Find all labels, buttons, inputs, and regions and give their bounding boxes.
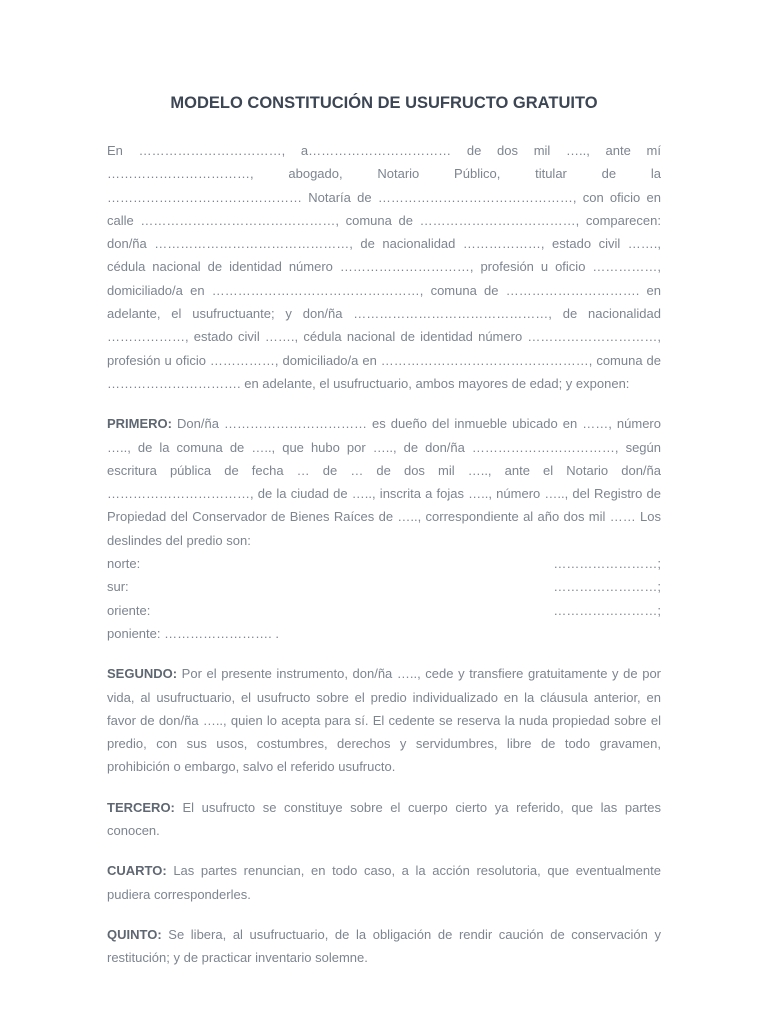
clause-primero <box>107 412 661 552</box>
document-title: MODELO CONSTITUCIÓN DE USUFRUCTO GRATUITO <box>170 94 598 112</box>
clause-quinto-text: Se libera, al usufructuario, de la obligación de rendir caución de conservación y restitución; y de practicar inventario solemne. <box>107 926 661 966</box>
boundary-label: sur: <box>107 579 129 595</box>
clause-cuarto-label: CUARTO: <box>107 863 167 879</box>
boundary-line-poniente: poniente: ……………………. . <box>107 625 279 641</box>
boundary-value: ……………………; <box>553 556 661 572</box>
boundary-label: norte: <box>107 556 141 572</box>
boundary-value: ……………………; <box>553 602 661 618</box>
document-page <box>107 90 661 987</box>
clause-cuarto-text: Las partes renuncian, en todo caso, a la acción resolutoria, que eventualmente pudiera corresponderles. <box>107 863 661 902</box>
clause-cuarto <box>107 859 661 906</box>
clause-primero-label: PRIMERO: <box>107 416 172 432</box>
clause-primero-text: Don/ña …………………………… es dueño del inmueble ubicado en ……, número ….., de la comuna de ….., que hubo por ….., de don/ña ……………………………, según escritura pública de fecha … de … de dos mil ….., ante el Notario don/ña ……………………………, de la ciudad de ….., inscrita a fojas ….., número ….., del Registro de Propiedad del Conservador de Bienes Raíces de ….., correspondiente al año dos mil …… Los deslindes del predio son: <box>107 416 661 548</box>
clause-segundo <box>107 662 661 778</box>
clause-tercero-text: El usufructo se constituye sobre el cuerpo cierto ya referido, que las partes conocen. <box>107 799 661 839</box>
boundary-value: ……………………; <box>553 579 661 595</box>
clause-quinto <box>107 923 661 970</box>
boundary-label: oriente: <box>107 602 151 618</box>
boundary-line-oriente <box>107 599 661 622</box>
clause-tercero-label: TERCERO: <box>107 799 175 815</box>
clause-tercero <box>107 796 661 843</box>
clause-segundo-label: SEGUNDO: <box>107 666 178 682</box>
intro-paragraph: En ……………………………, a…………………………… de dos mil ….., ante mí ……………………………, abogado, Notario Público, titular de la ……………………………………… Notaría de ………………………………………, con oficio en calle ………………………………………, comuna de ………………………………, comparecen: don/ña ………………………………………, de nacionalidad ………………, estado civil ……., cédula nacional de identidad número …………………………, profesión u oficio ……………, domiciliado/a en …………………………………………, comuna de …………………………. en adelante, el usufructuante; y don/ña ………………………………………, de nacionalidad ………………, estado civil ……., cédula nacional de identidad número …………………………, profesión u oficio ……………, domiciliado/a en …………………………………………, comuna de …………………………. en adelante, el usufructuario, ambos mayores de edad; y exponen: <box>107 143 661 391</box>
boundary-line-sur <box>107 575 661 598</box>
boundary-line-norte <box>107 552 661 575</box>
clause-segundo-text: Por el presente instrumento, don/ña ….., cede y transfiere gratuitamente y de por vida, al usufructuario, el usufructo sobre el predio individualizado en la cláusula anterior, en favor de don/ña ….., quien lo acepta para sí. El cedente se reserva la nuda propiedad sobre el predio, con sus usos, costumbres, derechos y servidumbres, libre de todo gravamen, prohibición o embargo, salvo el referido usufructo. <box>107 666 662 775</box>
clause-quinto-label: QUINTO: <box>107 926 162 942</box>
